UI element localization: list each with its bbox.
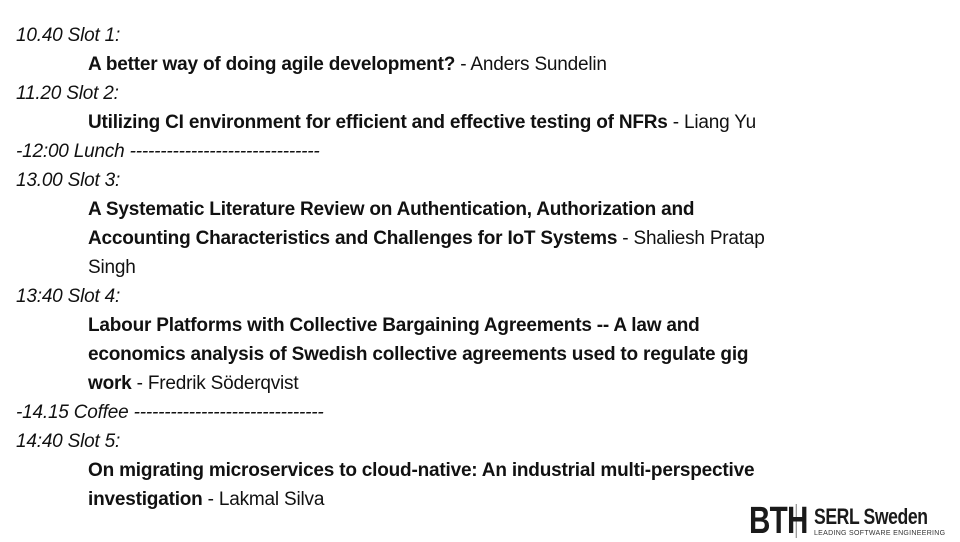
slot-5-talk [16, 456, 848, 514]
slot-5-speaker: - Lakmal Silva [202, 489, 325, 510]
slot-2-heading: 11.20 Slot 2: [16, 83, 119, 104]
slot-2-talk [16, 108, 856, 137]
slot-1-talk [16, 50, 856, 79]
slot-1-speaker: - Anders Sundelin [455, 54, 607, 75]
serl-logo-name: SERL Sweden [813, 504, 928, 529]
slot-2-speaker: - Liang Yu [667, 112, 756, 133]
slot-4-speaker: - Fredrik Söderqvist [131, 373, 299, 394]
slot-3-heading: 13.00 Slot 3: [16, 170, 121, 191]
slot-2-title: Utilizing CI environment for efficient and effective testing of NFRs [88, 112, 668, 133]
slot-4-talk [16, 311, 788, 398]
slot-5-heading: 14:40 Slot 5: [16, 431, 121, 452]
slot-4-heading: 13:40 Slot 4: [16, 286, 121, 307]
lunch-break: -12:00 Lunch ------------------------------- [16, 141, 320, 162]
bth-logo: BTH [748, 500, 808, 542]
slot-5-title: On migrating microservices to cloud-native: An industrial multi-perspective investigation [88, 460, 755, 510]
coffee-break: -14.15 Coffee ------------------------------- [16, 402, 324, 423]
schedule [16, 21, 856, 514]
slot-1-heading: 10.40 Slot 1: [16, 25, 121, 46]
slot-3-talk [16, 195, 788, 282]
slot-3-speaker: - Shaliesh Pratap Singh [88, 228, 765, 278]
serl-logo [814, 506, 956, 538]
slot-3-title: A Systematic Literature Review on Authentication, Authorization and Accounting Characteristics and Challenges for IoT Systems [88, 199, 695, 249]
serl-logo-tagline: LEADING SOFTWARE ENGINEERING [813, 530, 946, 537]
slot-4-title: Labour Platforms with Collective Bargaining Agreements -- A law and economics analysis of Swedish collective agreements used to regulate gig work [88, 315, 749, 394]
slot-1-title: A better way of doing agile development? [88, 54, 456, 75]
footer-logo [748, 498, 956, 542]
